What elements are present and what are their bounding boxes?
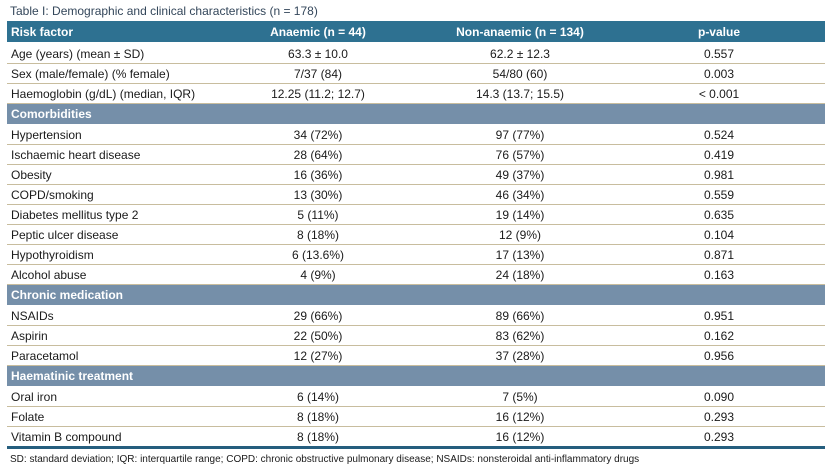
non-anaemic-cell: 7 (5%) bbox=[427, 387, 613, 407]
risk-factor-cell: Alcohol abuse bbox=[7, 265, 209, 285]
column-header-risk-factor: Risk factor bbox=[7, 21, 209, 43]
risk-factor-cell: Obesity bbox=[7, 165, 209, 185]
table-row bbox=[7, 165, 825, 185]
anaemic-cell: 28 (64%) bbox=[209, 145, 427, 165]
table-row bbox=[7, 185, 825, 205]
anaemic-cell: 6 (13.6%) bbox=[209, 245, 427, 265]
non-anaemic-cell: 24 (18%) bbox=[427, 265, 613, 285]
risk-factor-cell: Diabetes mellitus type 2 bbox=[7, 205, 209, 225]
risk-factor-cell: Sex (male/female) (% female) bbox=[7, 64, 209, 84]
table-row bbox=[7, 265, 825, 285]
anaemic-cell: 8 (18%) bbox=[209, 407, 427, 427]
anaemic-cell: 4 (9%) bbox=[209, 265, 427, 285]
risk-factor-cell: COPD/smoking bbox=[7, 185, 209, 205]
section-header-row bbox=[7, 366, 825, 387]
p-value-cell: 0.293 bbox=[613, 407, 825, 427]
anaemic-cell: 22 (50%) bbox=[209, 326, 427, 346]
non-anaemic-cell: 19 (14%) bbox=[427, 205, 613, 225]
risk-factor-cell: Hypertension bbox=[7, 125, 209, 145]
anaemic-cell: 12.25 (11.2; 12.7) bbox=[209, 84, 427, 104]
non-anaemic-cell: 16 (12%) bbox=[495, 429, 545, 444]
risk-factor-cell: Peptic ulcer disease bbox=[7, 225, 209, 245]
section-header-label: Haematinic treatment bbox=[7, 366, 825, 387]
anaemic-cell: 8 (18%) bbox=[296, 429, 340, 444]
non-anaemic-cell: 62.2 ± 12.3 bbox=[427, 43, 613, 64]
non-anaemic-cell: 49 (37%) bbox=[427, 165, 613, 185]
column-header-anaemic: Anaemic (n = 44) bbox=[209, 21, 427, 43]
column-header-p-value: p-value bbox=[613, 21, 825, 43]
risk-factor-cell: Aspirin bbox=[7, 326, 209, 346]
anaemic-cell: 8 (18%) bbox=[209, 225, 427, 245]
anaemic-cell: 63.3 ± 10.0 bbox=[209, 43, 427, 64]
table-header-row bbox=[7, 21, 825, 43]
anaemic-cell: 12 (27%) bbox=[209, 346, 427, 366]
non-anaemic-cell: 12 (9%) bbox=[427, 225, 613, 245]
non-anaemic-cell: 76 (57%) bbox=[427, 145, 613, 165]
risk-factor-cell: Hypothyroidism bbox=[7, 245, 209, 265]
anaemic-cell: 7/37 (84) bbox=[209, 64, 427, 84]
anaemic-cell: 5 (11%) bbox=[209, 205, 427, 225]
p-value-cell: < 0.001 bbox=[613, 84, 825, 104]
anaemic-cell: 16 (36%) bbox=[209, 165, 427, 185]
p-value-cell: 0.635 bbox=[613, 205, 825, 225]
p-value-cell: 0.524 bbox=[613, 125, 825, 145]
table-footnote: SD: standard deviation; IQR: interquartile range; COPD: chronic obstructive pulmonary disease; NSAIDs: nonsteroidal anti-inflammatory drugs bbox=[7, 449, 825, 468]
non-anaemic-cell: 83 (62%) bbox=[427, 326, 613, 346]
table-row bbox=[7, 346, 825, 366]
p-value-cell: 0.163 bbox=[613, 265, 825, 285]
p-value-cell: 0.871 bbox=[613, 245, 825, 265]
risk-factor-cell: Vitamin B compound bbox=[11, 429, 122, 444]
table-title: Table I: Demographic and clinical characteristics (n = 178) bbox=[10, 4, 318, 18]
table-row bbox=[7, 326, 825, 346]
p-value-cell: 0.951 bbox=[613, 306, 825, 326]
anaemic-cell: 6 (14%) bbox=[209, 387, 427, 407]
anaemic-cell: 13 (30%) bbox=[209, 185, 427, 205]
risk-factor-cell: Folate bbox=[7, 407, 209, 427]
non-anaemic-cell: 54/80 (60) bbox=[427, 64, 613, 84]
table-row bbox=[7, 225, 825, 245]
p-value-cell: 0.956 bbox=[613, 346, 825, 366]
risk-factor-cell: Haemoglobin (g/dL) (median, IQR) bbox=[7, 84, 209, 104]
table-row bbox=[7, 43, 825, 64]
risk-factor-cell: Age (years) (mean ± SD) bbox=[7, 43, 209, 64]
column-header-non-anaemic: Non-anaemic (n = 134) bbox=[427, 21, 613, 43]
table-row bbox=[7, 84, 825, 104]
anaemic-cell: 34 (72%) bbox=[209, 125, 427, 145]
risk-factor-cell: NSAIDs bbox=[7, 306, 209, 326]
p-value-cell: 0.003 bbox=[613, 64, 825, 84]
characteristics-table bbox=[7, 21, 825, 449]
table-row bbox=[7, 387, 825, 407]
non-anaemic-cell: 89 (66%) bbox=[427, 306, 613, 326]
table-row bbox=[7, 64, 825, 84]
table-row bbox=[7, 427, 825, 448]
table-row bbox=[7, 125, 825, 145]
p-value-cell: 0.162 bbox=[613, 326, 825, 346]
section-header-row bbox=[7, 104, 825, 125]
non-anaemic-cell: 46 (34%) bbox=[427, 185, 613, 205]
p-value-cell: 0.557 bbox=[613, 43, 825, 64]
anaemic-cell: 29 (66%) bbox=[209, 306, 427, 326]
non-anaemic-cell: 16 (12%) bbox=[427, 407, 613, 427]
p-value-cell: 0.090 bbox=[613, 387, 825, 407]
p-value-cell: 0.104 bbox=[613, 225, 825, 245]
risk-factor-cell: Ischaemic heart disease bbox=[7, 145, 209, 165]
section-header-label: Comorbidities bbox=[7, 104, 825, 125]
non-anaemic-cell: 17 (13%) bbox=[427, 245, 613, 265]
risk-factor-cell: Paracetamol bbox=[7, 346, 209, 366]
risk-factor-cell: Oral iron bbox=[7, 387, 209, 407]
table-body bbox=[7, 43, 825, 448]
non-anaemic-cell: 14.3 (13.7; 15.5) bbox=[427, 84, 613, 104]
non-anaemic-cell: 97 (77%) bbox=[427, 125, 613, 145]
table-row bbox=[7, 145, 825, 165]
non-anaemic-cell: 37 (28%) bbox=[427, 346, 613, 366]
section-header-row bbox=[7, 285, 825, 306]
section-header-label: Chronic medication bbox=[7, 285, 825, 306]
p-value-cell: 0.419 bbox=[613, 145, 825, 165]
p-value-cell: 0.981 bbox=[613, 165, 825, 185]
table-row bbox=[7, 306, 825, 326]
table-row bbox=[7, 407, 825, 427]
p-value-cell: 0.559 bbox=[613, 185, 825, 205]
p-value-cell: 0.293 bbox=[703, 429, 735, 444]
table-row bbox=[7, 245, 825, 265]
table-row bbox=[7, 205, 825, 225]
